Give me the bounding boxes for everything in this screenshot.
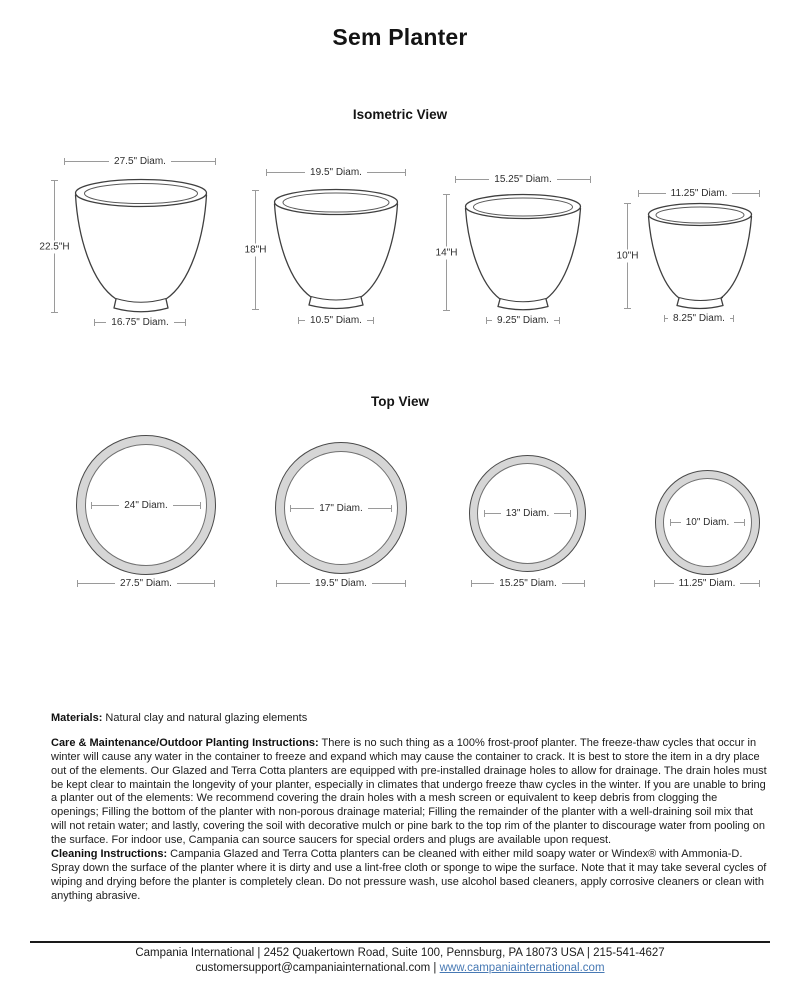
circle4-inner-diameter-dimension	[670, 517, 745, 529]
planter3-bottom-diameter-label: 9.25" Diam.	[497, 314, 549, 326]
planter3-drawing	[464, 193, 582, 312]
planter3-height-dimension	[435, 194, 458, 311]
footer-email: customersupport@campaniainternational.com	[195, 962, 431, 974]
circle2-inner-diameter-label: 17" Diam.	[319, 502, 363, 514]
planter4-bottom-diameter-label: 8.25" Diam.	[673, 312, 725, 324]
circle3-outer-diameter-dimension	[471, 577, 585, 589]
isometric-view-heading: Isometric View	[352, 107, 448, 122]
circle1-inner-diameter-label: 24" Diam.	[124, 499, 168, 511]
planter2-drawing	[273, 188, 399, 310]
footer-divider	[30, 941, 770, 943]
planter2-top-diameter-dimension	[266, 166, 406, 178]
planter1-bottom-diameter-dimension	[94, 316, 186, 328]
planter3-bottom-diameter-dimension	[486, 314, 560, 326]
planter3-top-diameter-label: 15.25" Diam.	[494, 173, 552, 185]
footer-contact-line	[0, 962, 800, 974]
planter2-top-diameter-label: 19.5" Diam.	[310, 166, 362, 178]
top-view-circle-4	[655, 470, 760, 575]
top-view-circle-2	[275, 442, 407, 574]
planter1-bottom-diameter-label: 16.75" Diam.	[111, 316, 169, 328]
planter1-height-dimension	[39, 180, 70, 313]
care-maintenance-paragraph	[51, 737, 767, 848]
planter4-bottom-diameter-dimension	[664, 312, 734, 324]
circle1-outer-diameter-dimension	[77, 577, 215, 589]
footer-address-line: Campania International | 2452 Quakertown Road, Suite 100, Pennsburg, PA 18073 USA | 215-541-4627	[135, 947, 665, 959]
page-title: Sem Planter	[332, 24, 468, 50]
cleaning-instructions-text: Campania Glazed and Terra Cotta planters can be cleaned with either mild soapy water or Windex® with Ammonia-D. Spray down the surface of the planter where it is dirty and use a lint-free cloth or sponge to wipe the surface. Note that it may take several cycles of wiping and drying before the planter is completely clean. Do not pressure wash, use alcohol based cleaners, apply corrosive cleaners or clean with anything abrasive.	[51, 848, 767, 902]
planter2-bottom-diameter-dimension	[298, 314, 374, 326]
planter1-top-diameter-label: 27.5" Diam.	[114, 155, 166, 167]
care-maintenance-label: Care & Maintenance/Outdoor Planting Instructions:	[51, 737, 319, 749]
planter2-height-dimension	[244, 190, 267, 310]
footer-website-link[interactable]: www.campaniainternational.com	[439, 962, 605, 974]
planter4-top-diameter-label: 11.25" Diam.	[670, 187, 728, 199]
planter4-height-dimension	[616, 203, 639, 309]
circle4-inner-diameter-label: 10" Diam.	[685, 517, 730, 528]
circle1-outer-diameter-label: 27.5" Diam.	[120, 577, 172, 589]
planter4-height-label: 10"H	[616, 250, 639, 262]
planter3-top-diameter-dimension	[455, 173, 591, 185]
circle3-outer-diameter-label: 15.25" Diam.	[499, 577, 557, 589]
planter2-bottom-diameter-label: 10.5" Diam.	[310, 314, 362, 326]
planter3-height-label: 14"H	[435, 247, 458, 258]
circle1-inner-diameter-dimension	[91, 499, 201, 511]
cleaning-instructions-label: Cleaning Instructions:	[51, 848, 168, 860]
circle2-outer-diameter-dimension	[276, 577, 406, 589]
materials-label: Materials:	[51, 712, 103, 724]
planter1-top-diameter-dimension	[64, 155, 216, 167]
planter1-height-label: 22.5"H	[39, 241, 70, 252]
top-view-circle-3	[469, 455, 586, 572]
planter4-drawing	[647, 202, 753, 310]
planter2-height-label: 18"H	[244, 244, 267, 256]
planter1-drawing	[74, 178, 208, 313]
top-view-heading: Top View	[370, 394, 429, 409]
circle3-inner-diameter-label: 13" Diam.	[505, 508, 550, 519]
circle2-inner-diameter-dimension	[290, 502, 392, 514]
care-maintenance-text: There is no such thing as a 100% frost-proof planter. The freeze-thaw cycles that occur in winter will cause any water in the container to freeze and expand which may cause the container to crack. It is best to store the item in a dry place out of the elements. Our Glazed and Terra Cotta planters are equipped with pre-installed drainage holes to allow for drainage. The drain holes must be kept clear to maintain the longevity of your planter, especially in climates that undergo freeze thaw cycles in the winter. If you are unable to bring a planter out of the elements: We recommend covering the drain holes with a mesh screen or equivalent to keep debris from clogging the openings; Filling the bottom of the planter with non-porous drainage material; Filling the remainder of the planter with a well-draining soil mix that will not retain water; and lastly, covering the soil with decorative mulch or pine bark to the top rim of the planter to discourage water from pooling on the surface. For indoor use, Campania can source saucers for special orders and plugs are available upon request.	[51, 737, 767, 847]
circle2-outer-diameter-label: 19.5" Diam.	[315, 577, 367, 589]
circle3-inner-diameter-dimension	[484, 508, 571, 520]
top-view-circle-1	[76, 435, 216, 575]
footer-separator: |	[430, 962, 440, 974]
planter4-top-diameter-dimension	[638, 187, 760, 199]
circle4-outer-diameter-dimension	[654, 577, 760, 589]
circle4-outer-diameter-label: 11.25" Diam.	[678, 577, 736, 589]
cleaning-instructions-paragraph	[51, 848, 767, 903]
materials-text: Natural clay and natural glazing elements	[102, 712, 308, 724]
materials-paragraph	[51, 712, 767, 726]
